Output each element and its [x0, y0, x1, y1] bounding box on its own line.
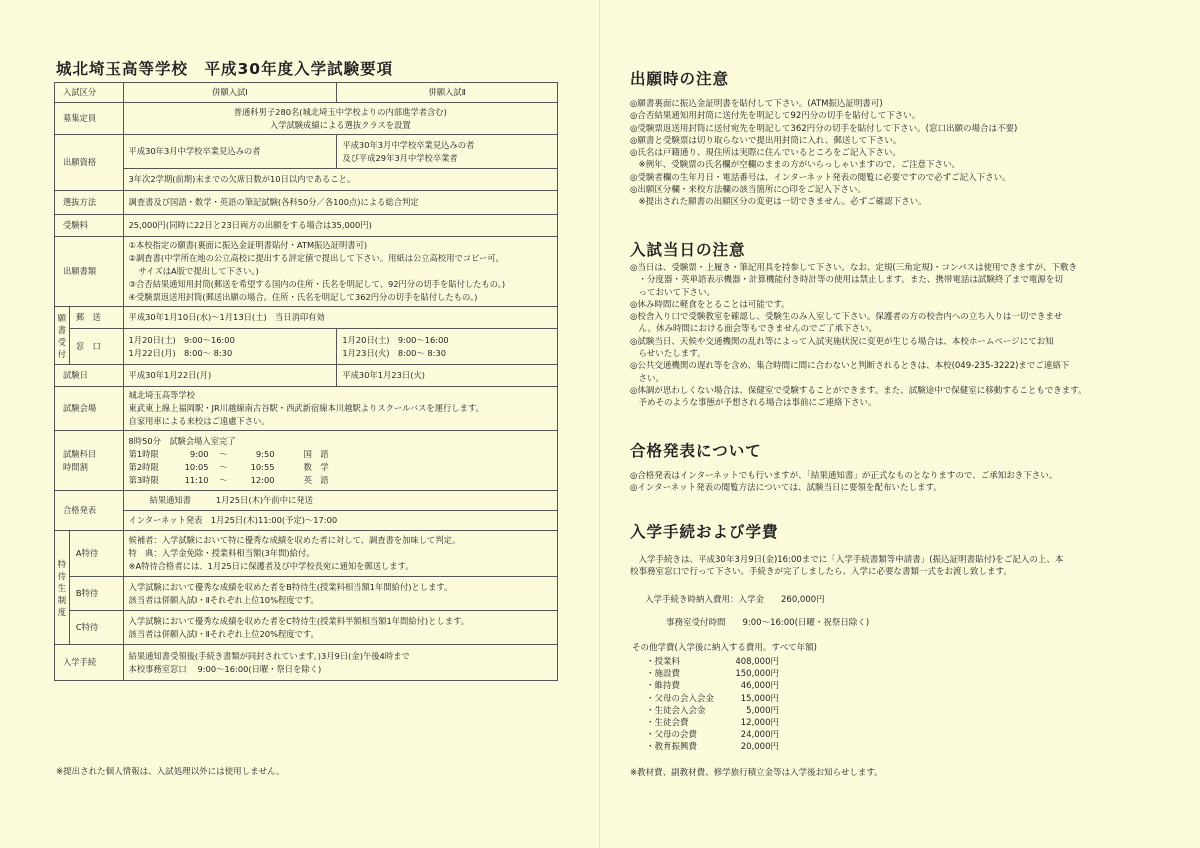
jikanwari-label: 試験科目 時間割 [55, 431, 124, 491]
fee-row: ・生徒会費 12,000円 [646, 718, 779, 729]
row-jikanwari [55, 431, 558, 491]
fee-line: 入学手続き時納入費用：入学金 260,000円 [645, 595, 825, 605]
note-line: さい。 [630, 373, 665, 384]
tojitsu-notes [630, 262, 1165, 410]
period-row: 第3時限 11:10 ～ 12:00 英 語 [128, 474, 329, 485]
note-line: らせいたします。 [630, 349, 706, 360]
row-tokutai-c [55, 611, 558, 645]
header-label: 入試区分 [55, 83, 124, 103]
yuso-value: 平成30年1月10日(水)～1月13日(土) 当日消印有効 [123, 307, 557, 329]
kaijo-value: 城北埼玉高等学校 東武東上線上福岡駅・JR川越線南古谷駅・西武新宿線本川越駅よりスクールバスを運行します。 自家用車による来校はご遠慮下さい。 [123, 387, 557, 431]
tetsuzuki-value: 結果通知書受領後(手続き書類が同封されています。)3月9日(金)午後4時まで 本校事務室窓口 9:00～16:00(日曜・祭日を除く) [123, 645, 557, 681]
fee-row: ・維持費 46,000円 [646, 681, 779, 692]
fee-list [640, 656, 779, 754]
row-senko [55, 191, 558, 215]
section-title-gokaku: 合格発表について [630, 442, 762, 460]
gokaku-line2: インターネット発表 1月25日(木)11:00(予定)～17:00 [123, 511, 557, 531]
shikaku-col2: 平成30年3月中学校卒業見込みの者 及び平成29年3月中学校卒業者 [337, 135, 558, 169]
note-line: ◎出願区分欄・来校方法欄の該当箇所に○印をご記入下さい。 [630, 185, 866, 196]
fee-row: ・教育振興費 20,000円 [646, 742, 779, 753]
note-line: ◎試験当日、天候や交通機関の乱れ等によって入試実施状況に変更が生じる場合は、本校ホームページにてお知 [630, 336, 1054, 347]
row-kaijo [55, 387, 558, 431]
gokaku-line1: 結果通知書 1月25日(木)午前中に発送 [123, 491, 557, 511]
note-line: っておいて下さい。 [630, 287, 716, 298]
other-fees-heading: その他学費(入学後に納入する費用。すべて年額) [632, 643, 817, 653]
note-line: ◎体調が思わしくない場合は、保健室で受験することができます。また、試験途中で保健室に移動することもできます。 [630, 385, 1087, 396]
madoguchi-col2: 1月20日(土) 9:00～16:00 1月23日(火) 8:00～ 8:30 [337, 329, 558, 365]
document-title: 城北埼玉高等学校 平成30年度入学試験要項 [56, 60, 394, 78]
yuso-label: 郵 送 [69, 307, 123, 329]
fee-row: ・父母の会入会金 15,000円 [646, 693, 779, 704]
tetsuzuki-paragraph: 入学手続きは、平成30年3月9日(金)16:00までに「入学手続書類等申請書」(振込証明書貼付)をご記入の上、本 校事務室窓口で行って下さい。手続きが完了しましたら、入学に必要な書類一式をお渡し致します。 [630, 555, 1064, 578]
shikaku-col1: 平成30年3月中学校卒業見込みの者 [123, 135, 337, 169]
note-line: ん。休み時間における面会等もできませんのでご了承下さい。 [630, 324, 878, 335]
shorui-item: サイズはA版で提出して下さい。) [138, 266, 259, 276]
row-shikaku [55, 135, 558, 169]
section-title-tetsuzuki: 入学手続および学費 [630, 523, 779, 541]
shikaku-label: 出願資格 [55, 135, 124, 191]
shorui-label: 出願書類 [55, 237, 124, 307]
boshu-label: 募集定員 [55, 103, 124, 135]
kaijo-label: 試験会場 [55, 387, 124, 431]
fee-row: ・父母の会費 24,000円 [646, 730, 779, 741]
row-gokaku-1 [55, 491, 558, 511]
tokutai-a-label: A特待 [69, 531, 123, 577]
note-line: 予めそのような事態が予想される場合は事前にご連絡下さい。 [630, 398, 877, 409]
privacy-footnote: ※提出された個人情報は、入試処理以外には使用しません。 [56, 767, 285, 777]
madoguchi-col1: 1月20日(土) 9:00～16:00 1月22日(月) 8:00～ 8:30 [123, 329, 337, 365]
boshu-value: 普通科男子280名(城北埼玉中学校よりの内部進学者含む) 入学試験成績による選抜クラスを設置 [123, 103, 557, 135]
row-tetsuzuki [55, 645, 558, 681]
row-madoguchi [55, 329, 558, 365]
senko-label: 選抜方法 [55, 191, 124, 215]
fee-row: ・施設費 150,000円 [646, 669, 779, 680]
tokutai-a-value: 候補者：入学試験において特に優秀な成績を収めた者に対して、調査書を加味して判定。 特 典：入学金免除・授業料相当額(3年間)給付。 ※A特待合格者には、1月25日に保護者及び中学校長宛に通知を郵送します。 [123, 531, 557, 577]
juken-label: 受験料 [55, 215, 124, 237]
header-col1: 併願入試Ⅰ [123, 83, 337, 103]
note-line: ※例年、受験票の氏名欄が空欄のままの方がいらっしゃいますので、ご注意下さい。 [630, 160, 960, 171]
note-line: ◎公共交通機関の遅れ等を含め、集合時間に間に合わないと判断されるときは、本校(049-235-3222)までご連絡下 [630, 361, 1070, 372]
note-line: ◎願書と受験票は切り取らないで提出用封筒に入れ、郵送して下さい。 [630, 135, 902, 146]
tokutai-b-label: B特待 [69, 577, 123, 611]
ganso-label: 願 書 受 付 [55, 307, 70, 365]
madoguchi-label: 窓 口 [69, 329, 123, 365]
header-col2: 併願入試Ⅱ [337, 83, 558, 103]
note-line: ※提出された願書の出願区分の変更は一切できません。必ずご確認下さい。 [630, 197, 927, 208]
shikenbi-col2: 平成30年1月23日(火) [337, 365, 558, 387]
row-tokutai-b [55, 577, 558, 611]
shutsugan-notes [630, 98, 1165, 209]
fee-row: ・生徒会入会金 5,000円 [646, 705, 779, 716]
note-line: ◎受験者欄の生年月日・電話番号は、インターネット発表の閲覧に必要ですので必ずご記入下さい。 [630, 172, 1011, 183]
note-line: ◎校舎入り口で受験教室を確認し、受験生のみ入室して下さい。保護者の方の校舎内への立ち入りは一切できませ [630, 312, 1063, 323]
tokutai-c-value: 入学試験において優秀な成績を収めた者をC特待生(授業料半額相当額1年間給付)とします。 該当者は併願入試Ⅰ・Ⅱそれぞれ上位20%程度です。 [123, 611, 557, 645]
row-yuso [55, 307, 558, 329]
gokaku-label: 合格発表 [55, 491, 124, 531]
shikenbi-col1: 平成30年1月22日(月) [123, 365, 337, 387]
requirements-table [54, 82, 558, 681]
note-line: ◎当日は、受験票・上履き・筆記用具を持参して下さい。なお、定規(三角定規)・コンパスは使用できますが、下敷き [630, 263, 1077, 273]
row-juken [55, 215, 558, 237]
juken-value: 25,000円(同時に22日と23日両方の出願をする場合は35,000円) [123, 215, 557, 237]
section-title-shutsugan: 出願時の注意 [630, 70, 730, 88]
tetsuzuki-label: 入学手続 [55, 645, 124, 681]
section-title-shiken-tojitsu: 入試当日の注意 [630, 241, 746, 259]
senko-value: 調査書及び国語・数学・英語の筆記試験(各科50分／各100点)による総合判定 [123, 191, 557, 215]
note-line: ◎合否結果通知用封筒に送付先を明記して92円分の切手を貼付して下さい。 [630, 111, 921, 122]
shorui-item: ②調査書(中学所在地の公立高校に提出する評定値で提出して下さい。用紙は公立高校用でコピー可。 [128, 253, 504, 263]
shorui-list [123, 237, 557, 307]
period-row: 第1時限 9:00 ～ 9:50 国 語 [128, 448, 329, 459]
note-line: ◎受験票返送用封筒に送付宛先を明記して362円分の切手を貼付して下さい。(窓口出願の場合は不要) [630, 123, 1018, 134]
shorui-item: ③合否結果通知用封筒(郵送を希望する国内の住所・氏名を明記して、92円分の切手を貼付したもの。) [128, 279, 506, 289]
note-line: ・分度器・英単語表示機器・計算機能付き時計等の使用は禁止します。また、携帯電話は試験終了まで電源を切 [630, 275, 1063, 286]
tokutai-b-value: 入学試験において優秀な成績を収めた者をB特待生(授業料相当額1年間給付)とします。 該当者は併願入試Ⅰ・Ⅱそれぞれ上位10%程度です。 [123, 577, 557, 611]
row-boshu [55, 103, 558, 135]
shorui-item: ①本校指定の願書(裏面に振込金証明書貼付・ATM振込証明書可) [128, 240, 368, 250]
row-shorui [55, 237, 558, 307]
tokutai-c-label: C特待 [69, 611, 123, 645]
note-line: ◎休み時間に軽食をとることは可能です。 [630, 299, 790, 310]
period-row: 第2時限 10:05 ～ 10:55 数 学 [128, 461, 329, 472]
note-line: ◎氏名は戸籍通り、現住所は実際に住んでいるところをご記入下さい。 [630, 148, 901, 159]
note-line: ◎合格発表はインターネットでも行いますが、「結果通知書」が正式なものとなりますので、ご承知おき下さい。 [630, 471, 1058, 481]
jikanwari-value: 8時50分 試験会場入室完了 第1時限 9:00 ～ 9:50 国 語 第2時限 10:05 ～ 10:55 数 学 第3時限 11:10 ～ 12:00 英 語 [123, 431, 557, 491]
row-shikaku-note [55, 169, 558, 191]
shikenbi-label: 試験日 [55, 365, 124, 387]
row-gokaku-2 [55, 511, 558, 531]
row-tokutai-a [55, 531, 558, 577]
shorui-item: ④受験票返送用封筒(郵送出願の場合。住所・氏名を明記して362円分の切手を貼付したもの。) [128, 292, 478, 302]
office-hours: 事務室受付時間 9:00～16:00(日曜・祝祭日除く) [666, 618, 870, 628]
fee-row: ・授業料 408,000円 [646, 657, 779, 667]
row-header [55, 83, 558, 103]
note-line: ◎インターネット発表の閲覧方法については、試験当日に要領を配布いたします。 [630, 483, 942, 494]
row-shikenbi [55, 365, 558, 387]
materials-note: ※教材費、副教材費、修学旅行積立金等は入学後お知らせします。 [630, 768, 883, 778]
gokaku-notes [630, 470, 1165, 495]
note-line: ◎願書裏面に振込金証明書を貼付して下さい。(ATM振込証明書可) [630, 99, 883, 109]
tokutai-label: 特 待 生 制 度 [55, 531, 70, 645]
shikaku-note: 3年次2学期(前期)末までの欠席日数が10日以内であること。 [123, 169, 557, 191]
